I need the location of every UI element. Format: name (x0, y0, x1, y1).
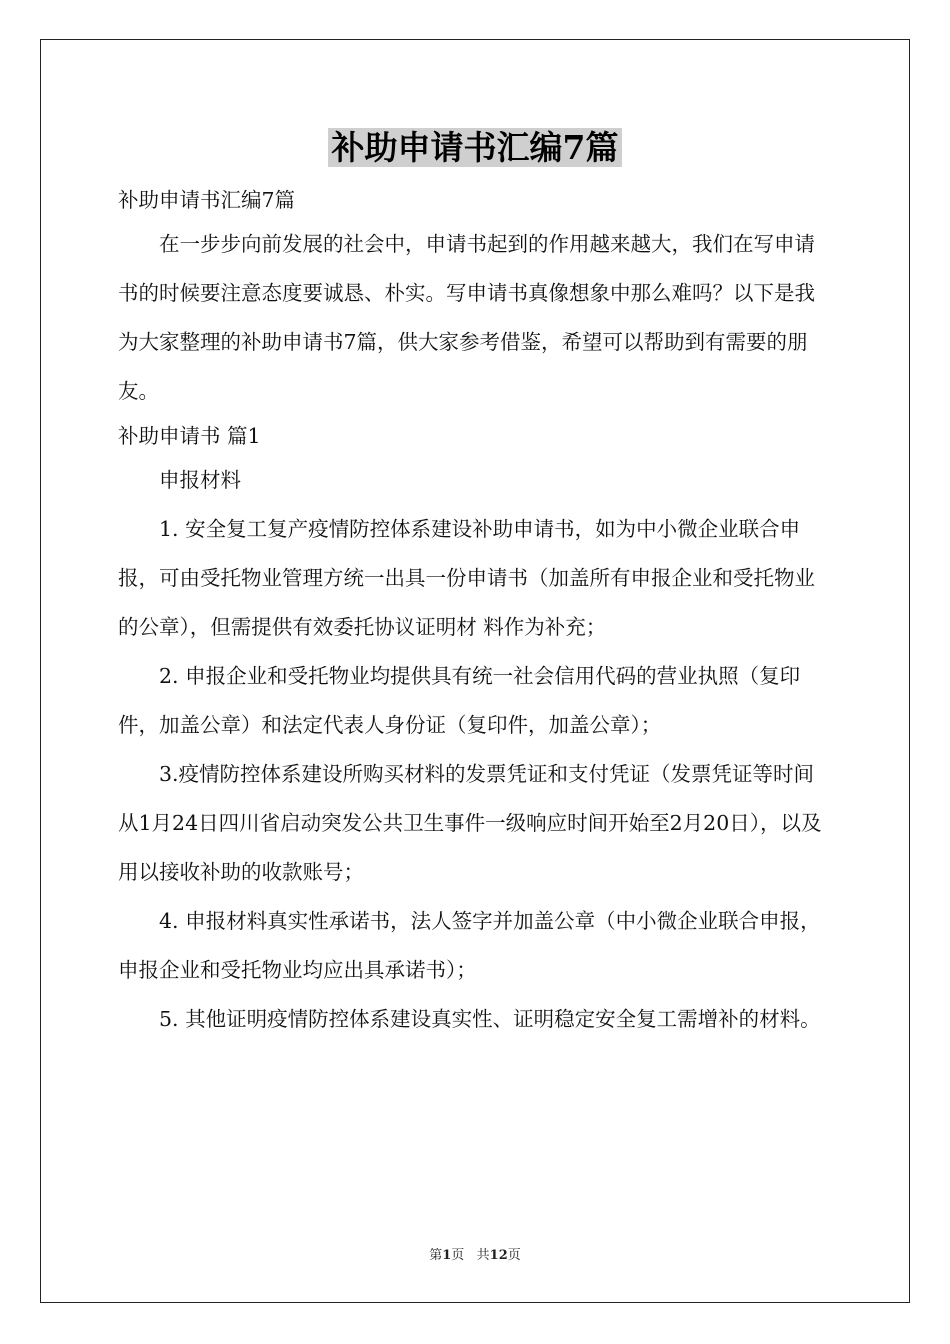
page-footer: 第1页 共12页 (429, 1248, 521, 1263)
list-item-1: 1. 安全复工复产疫情防控体系建设补助申请书，如为中小微企业联合申报，可由受托物业管理方统一出具一份申请书（加盖所有申报企业和受托物业的公章），但需提供有效委托协议证明材 料作为补充； (118, 517, 815, 639)
section-heading: 补助申请书 篇1 (118, 424, 261, 448)
document-title: 补助申请书汇编7篇 (0, 124, 950, 172)
list-item-4: 4. 申报材料真实性承诺书，法人签字并加盖公章（中小微企业联合申报，申报企业和受托物业均应出具承诺书）； (118, 909, 821, 982)
list-item-5: 5. 其他证明疫情防控体系建设真实性、证明稳定安全复工需增补的材料。 (159, 1007, 821, 1031)
current-page-number: 1 (442, 1248, 452, 1263)
document-body (118, 180, 834, 1044)
paragraph-materials-heading: 申报材料 (159, 468, 241, 492)
list-item-3: 3.疫情防控体系建设所购买材料的发票凭证和支付凭证（发票凭证等时间从1月24日四川省启动突发公共卫生事件一级响应时间开始至2月20日），以及用以接收补助的收款账号； (118, 762, 822, 884)
paragraph-intro: 在一步步向前发展的社会中，申请书起到的作用越来越大，我们在写申请书的时候要注意态度要诚恳、朴实。写申请书真像想象中那么难吗？以下是我为大家整理的补助申请书7篇，供大家参考借鉴，希望可以帮助到有需要的朋友。 (118, 232, 815, 403)
total-page-number: 12 (489, 1248, 508, 1263)
list-item-2: 2. 申报企业和受托物业均提供具有统一社会信用代码的营业执照（复印件，加盖公章）和法定代表人身份证（复印件，加盖公章）； (118, 664, 801, 737)
paragraph-subtitle: 补助申请书汇编7篇 (118, 188, 296, 212)
